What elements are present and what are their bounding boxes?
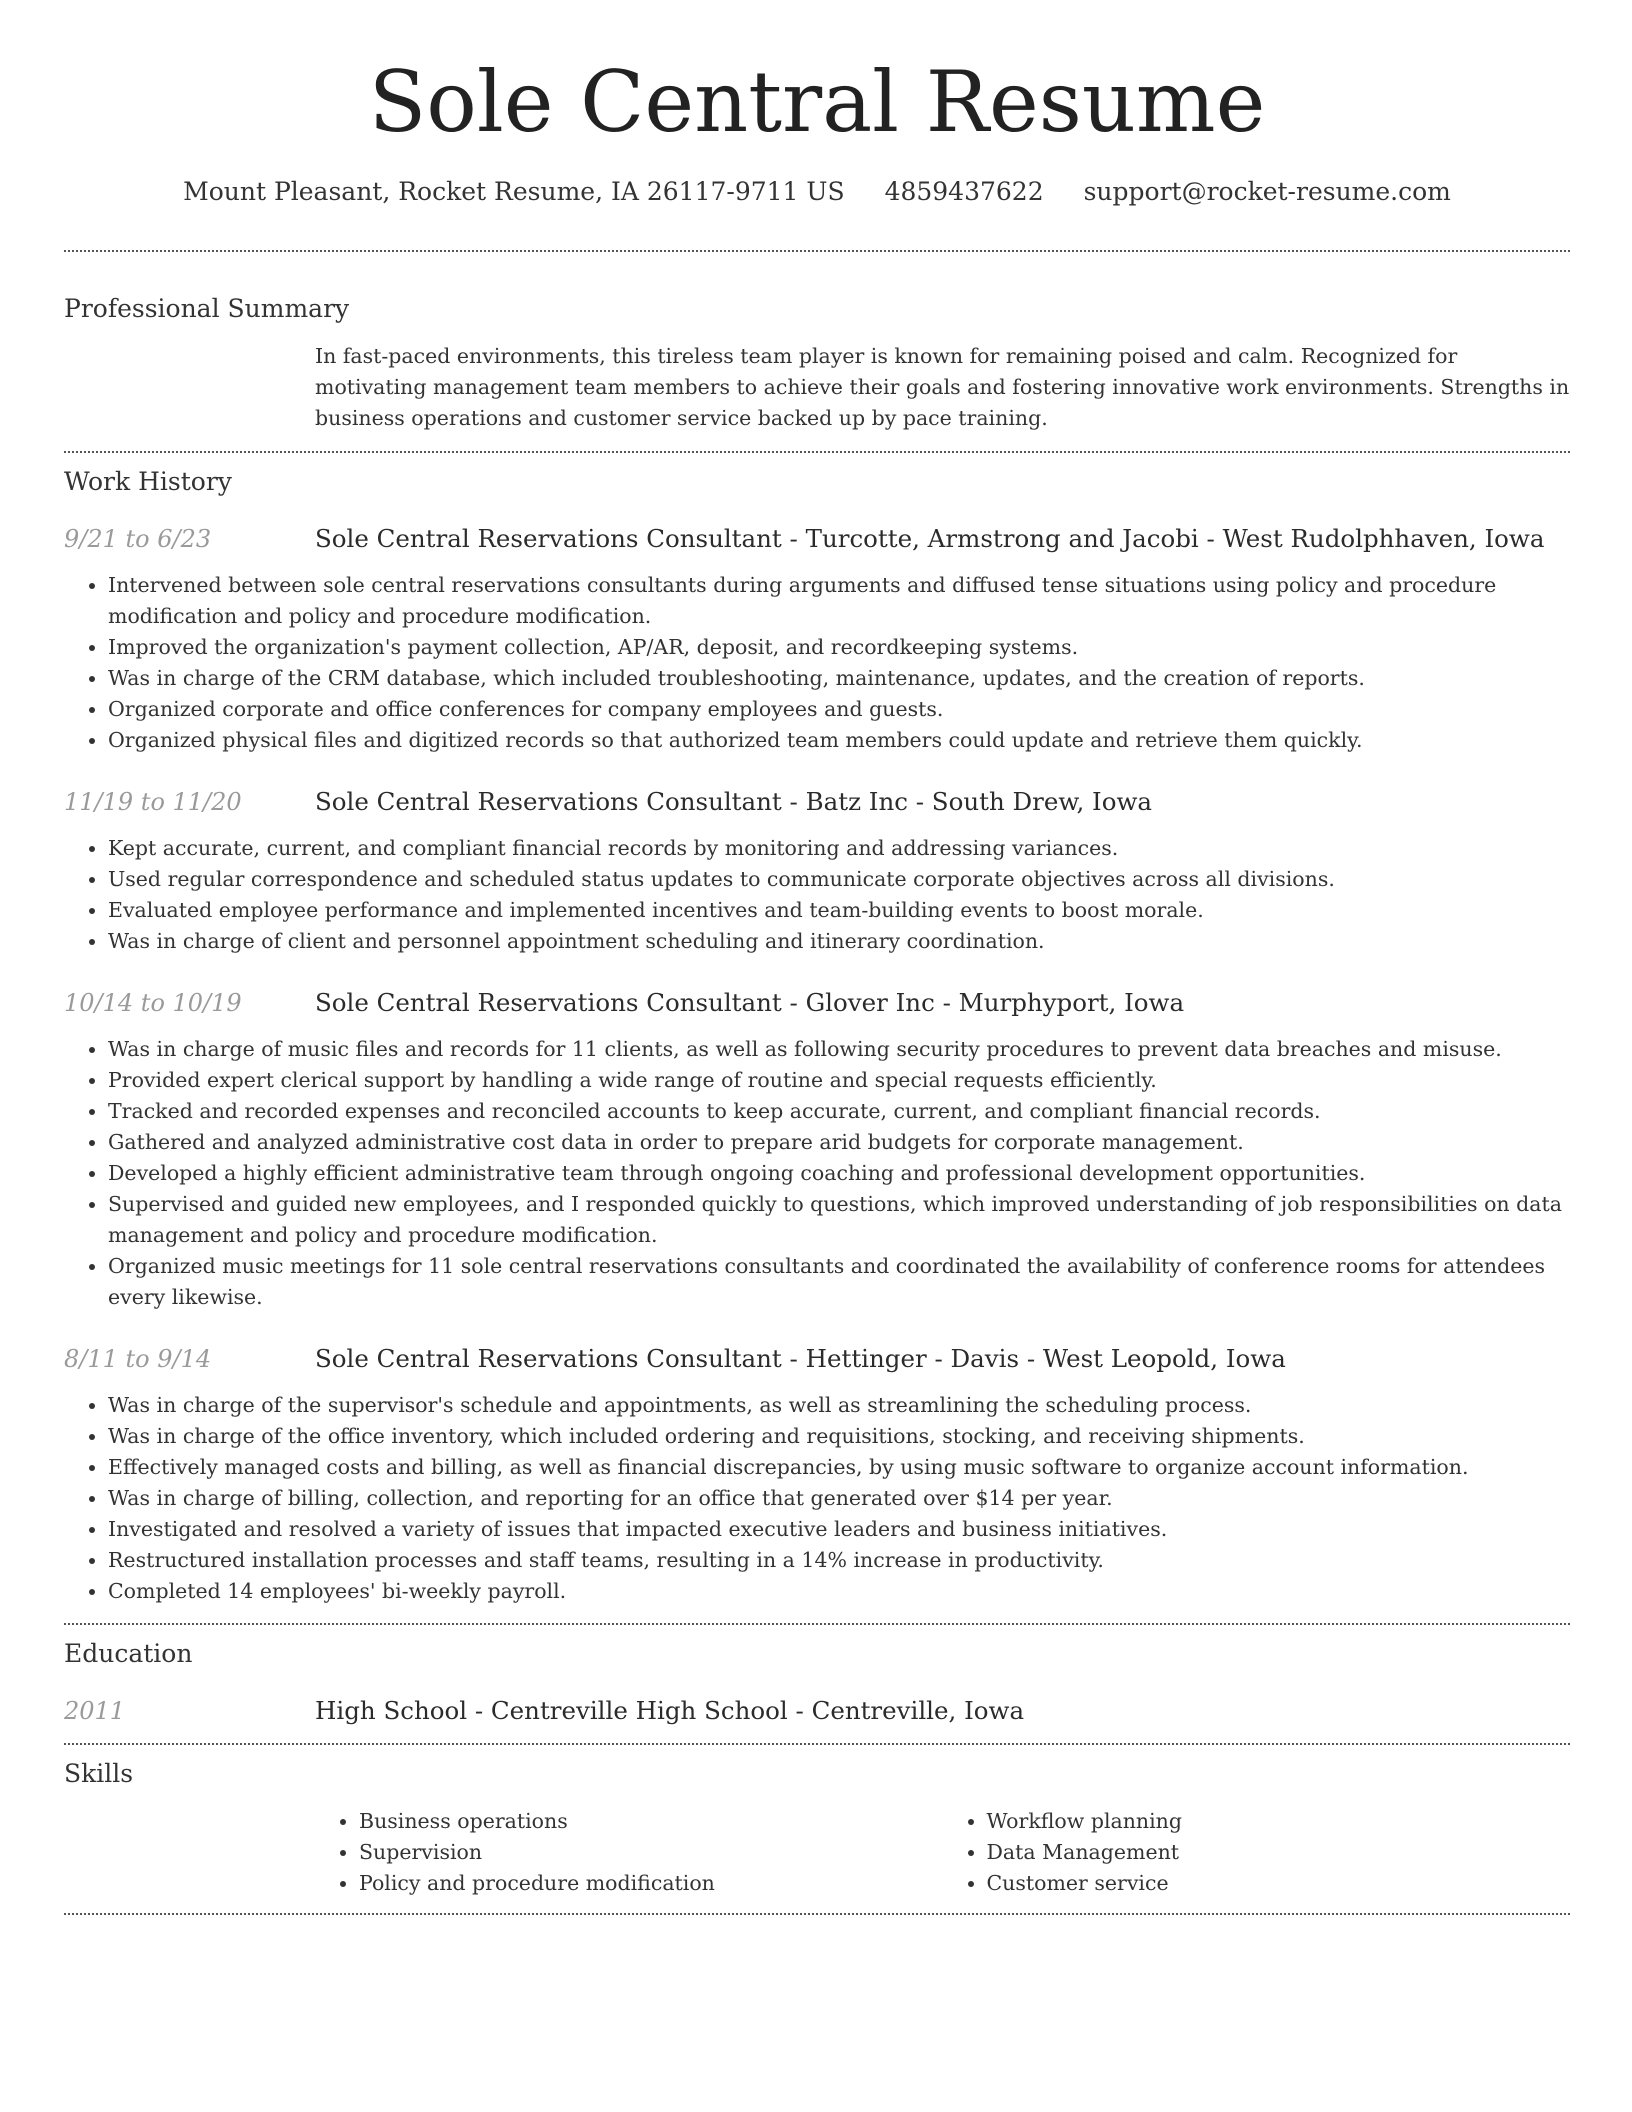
job-title: Sole Central Reservations Consultant - Turcotte, Armstrong and Jacobi - West Rudolphhaven, Iowa [315,524,1545,553]
job-dates: 9/21 to 6/23 [64,525,212,553]
section-title-education: Education [64,1639,193,1668]
contact-line [64,174,1570,210]
job-bullets [64,833,1570,957]
summary-text: In fast-paced environments, this tireless team player is known for remaining poised and calm. Recognized for motivating management team members to achieve their goals and fostering innovative work environments. Strengths in business operations and customer service backed up by pace training. [315,344,1570,430]
education-year: 2011 [64,1697,126,1725]
divider [64,1623,1570,1625]
list-item: • Provided expert clerical support by handling a wide range of routine and special requests efficiently. [108,1065,1570,1096]
job-dates: 11/19 to 11/20 [64,788,242,816]
resume-name: Sole Central Resume [368,53,1266,151]
skill-item: • Data Management [987,1837,1571,1868]
list-item: • Improved the organization's payment collection, AP/AR, deposit, and recordkeeping systems. [108,632,1570,663]
skill-item: • Supervision [359,1837,943,1868]
section-title-summary: Professional Summary [64,294,350,323]
list-item: • Evaluated employee performance and implemented incentives and team-building events to boost morale. [108,895,1570,926]
contact-phone: 4859437622 [884,177,1044,206]
skill-item: • Business operations [359,1806,943,1837]
job-entry [64,521,1570,557]
list-item: • Developed a highly efficient administrative team through ongoing coaching and professional development opportunities. [108,1158,1570,1189]
list-item: • Restructured installation processes and staff teams, resulting in a 14% increase in productivity. [108,1545,1570,1576]
list-item: • Effectively managed costs and billing, as well as financial discrepancies, by using music software to organize account information. [108,1452,1570,1483]
divider [64,250,1570,252]
contact-address: Mount Pleasant, Rocket Resume, IA 26117-9711 US [183,177,845,206]
list-item: • Organized physical files and digitized records so that authorized team members could update and retrieve them quickly. [108,725,1570,756]
job-title: Sole Central Reservations Consultant - Glover Inc - Murphyport, Iowa [315,988,1185,1017]
job-bullets [64,570,1570,756]
section-title-work-history: Work History [64,467,232,496]
list-item: • Investigated and resolved a variety of issues that impacted executive leaders and business initiatives. [108,1514,1570,1545]
job-bullets [64,1034,1570,1313]
job-entry [64,985,1570,1021]
divider [64,1913,1570,1915]
job-dates: 10/14 to 10/19 [64,989,242,1017]
skill-item: • Policy and procedure modification [359,1868,943,1899]
list-item: • Was in charge of client and personnel appointment scheduling and itinerary coordination. [108,926,1570,957]
list-item: • Completed 14 employees' bi-weekly payroll. [108,1576,1570,1607]
list-item: • Used regular correspondence and scheduled status updates to communicate corporate objectives across all divisions. [108,864,1570,895]
list-item: • Was in charge of the office inventory, which included ordering and requisitions, stocking, and receiving shipments. [108,1421,1570,1452]
list-item: • Was in charge of the supervisor's schedule and appointments, as well as streamlining the scheduling process. [108,1390,1570,1421]
skill-item: • Workflow planning [987,1806,1571,1837]
list-item: • Gathered and analyzed administrative cost data in order to prepare arid budgets for corporate management. [108,1127,1570,1158]
skills-list-right [943,1806,1571,1899]
job-entry [64,784,1570,820]
skills-list-left [315,1806,943,1899]
list-item: • Supervised and guided new employees, and I responded quickly to questions, which improved understanding of job responsibilities on data management and policy and procedure modification. [108,1189,1570,1251]
list-item: • Was in charge of the CRM database, which included troubleshooting, maintenance, updates, and the creation of reports. [108,663,1570,694]
job-dates: 8/11 to 9/14 [64,1345,212,1373]
education-title: High School - Centreville High School - Centreville, Iowa [315,1696,1025,1725]
job-title: Sole Central Reservations Consultant - Hettinger - Davis - West Leopold, Iowa [315,1344,1286,1373]
job-entry [64,1341,1570,1377]
education-entry [64,1693,1570,1729]
list-item: • Tracked and recorded expenses and reconciled accounts to keep accurate, current, and compliant financial records. [108,1096,1570,1127]
list-item: • Organized corporate and office conferences for company employees and guests. [108,694,1570,725]
divider [64,451,1570,453]
job-title: Sole Central Reservations Consultant - Batz Inc - South Drew, Iowa [315,787,1153,816]
skills-grid [315,1806,1570,1899]
list-item: • Was in charge of music files and records for 11 clients, as well as following security procedures to prevent data breaches and misuse. [108,1034,1570,1065]
skill-item: • Customer service [987,1868,1571,1899]
resume-page [64,0,1570,1915]
list-item: • Kept accurate, current, and compliant financial records by monitoring and addressing variances. [108,833,1570,864]
list-item: • Organized music meetings for 11 sole central reservations consultants and coordinated the availability of conference rooms for attendees every likewise. [108,1251,1570,1313]
section-title-skills: Skills [64,1759,134,1788]
list-item: • Intervened between sole central reservations consultants during arguments and diffused tense situations using policy and procedure modification and policy and procedure modification. [108,570,1570,632]
divider [64,1743,1570,1745]
list-item: • Was in charge of billing, collection, and reporting for an office that generated over $14 per year. [108,1483,1570,1514]
job-bullets [64,1390,1570,1607]
contact-email[interactable]: support@rocket-resume.com [1083,177,1451,206]
